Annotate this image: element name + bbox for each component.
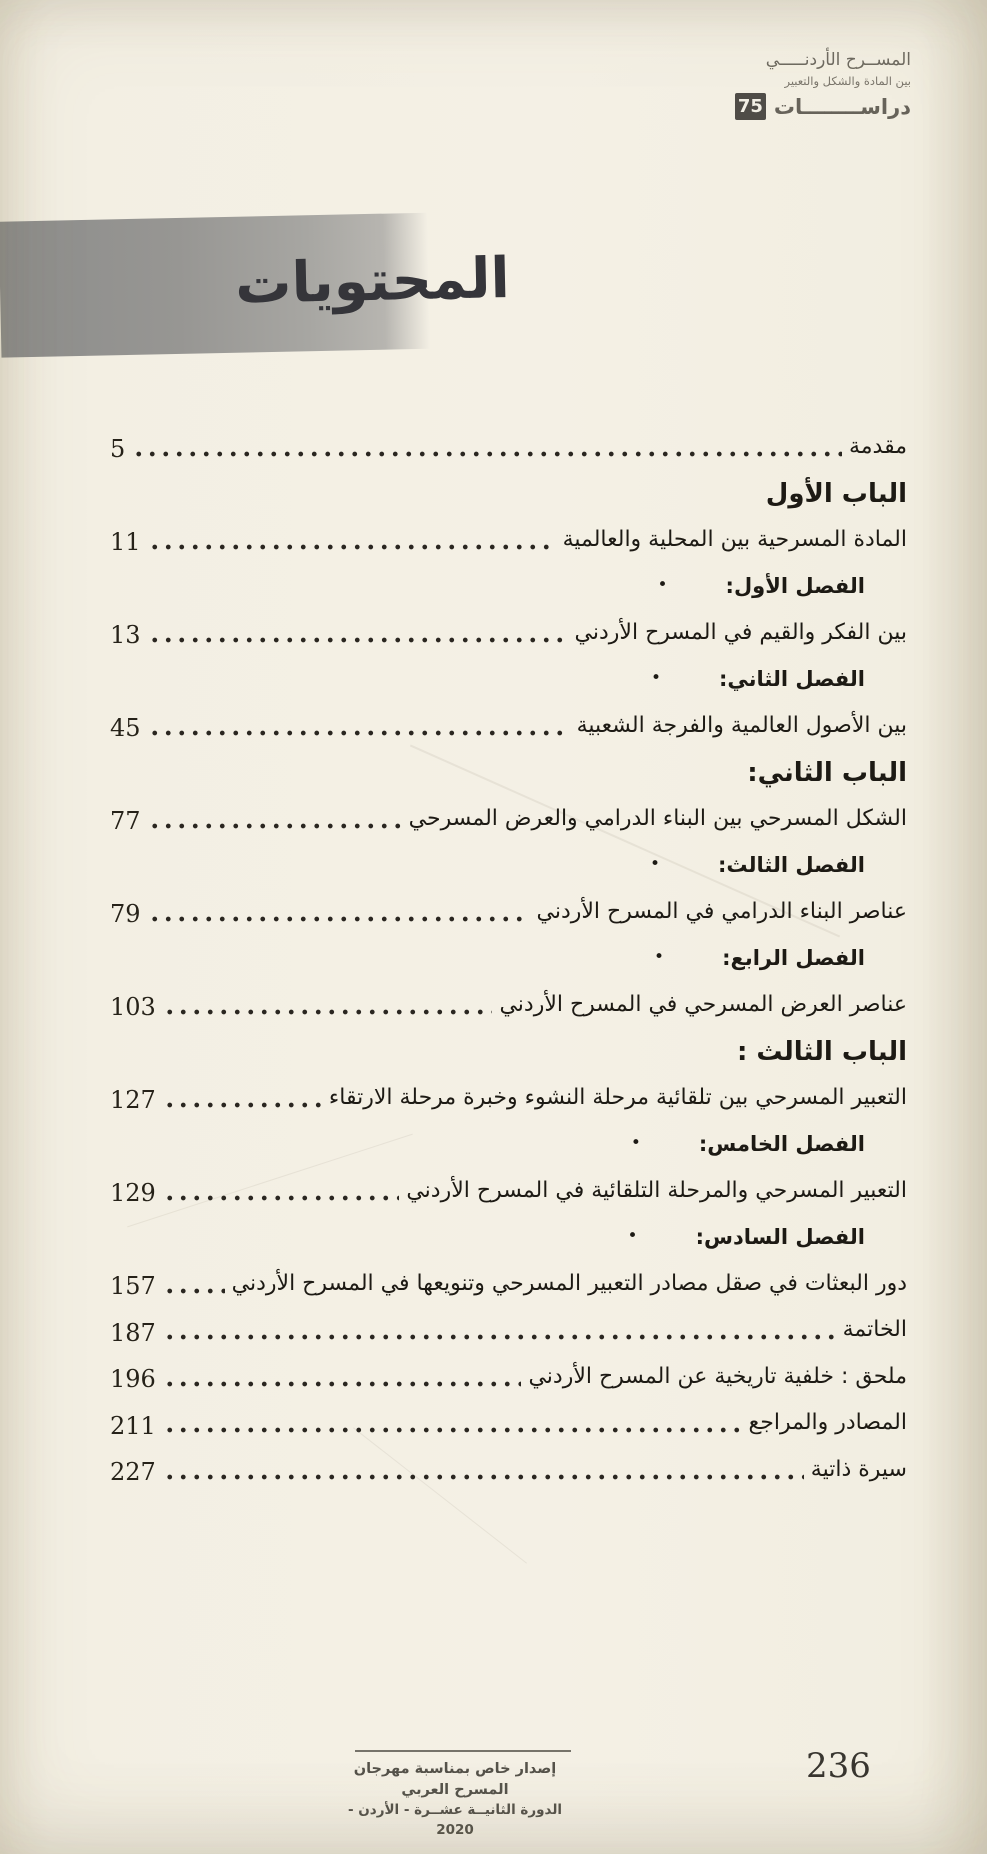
toc-entry-page-number: 187 bbox=[110, 1318, 156, 1347]
publisher-note bbox=[333, 1750, 577, 1840]
toc-entry-page-number: 227 bbox=[110, 1458, 156, 1487]
footer-divider bbox=[355, 1750, 571, 1752]
toc-entry bbox=[110, 889, 907, 936]
toc-entry-title: التعبير المسرحي بين تلقائية مرحلة النشوء وخبرة مرحلة الارتقاء bbox=[328, 1084, 907, 1110]
publication-header bbox=[735, 50, 911, 120]
bullet-icon: • bbox=[649, 853, 660, 874]
toc-entry bbox=[110, 982, 907, 1029]
toc-entry-page-number: 103 bbox=[110, 993, 156, 1022]
toc-entry bbox=[110, 703, 907, 750]
toc-entry-page-number: 79 bbox=[110, 900, 141, 929]
toc-entry-title: عناصر البناء الدرامي في المسرح الأردني bbox=[536, 898, 907, 924]
toc-entry bbox=[110, 1354, 907, 1401]
toc-entry-page-number: 5 bbox=[110, 435, 126, 464]
toc-part-title: الباب الثالث : bbox=[736, 1036, 907, 1067]
toc-entry bbox=[110, 1168, 907, 1215]
toc-part-heading bbox=[110, 750, 907, 797]
toc-entry-title: بين الفكر والقيم في المسرح الأردني bbox=[574, 619, 907, 645]
series-name: دراســــــــات bbox=[773, 94, 911, 119]
toc-entry-page-number: 157 bbox=[110, 1272, 156, 1301]
contents-banner bbox=[0, 208, 641, 357]
issue-number-badge: 75 bbox=[735, 93, 766, 120]
toc-part-title: الباب الأول bbox=[765, 478, 907, 509]
toc-entry bbox=[110, 1447, 907, 1494]
toc-chapter-title: الفصل الأول: bbox=[725, 574, 865, 599]
toc-entry-title: الخاتمة bbox=[842, 1317, 907, 1343]
series-subtitle: بين المادة والشكل والتعبير bbox=[784, 74, 911, 89]
toc-chapter-heading bbox=[110, 1215, 907, 1262]
toc-entry-title: عناصر العرض المسرحي في المسرح الأردني bbox=[499, 991, 907, 1017]
toc-entry bbox=[110, 1075, 907, 1122]
toc-entry-title: التعبير المسرحي والمرحلة التلقائية في المسرح الأردني bbox=[406, 1177, 907, 1203]
toc-chapter-heading bbox=[110, 843, 907, 890]
toc-entry bbox=[110, 517, 907, 564]
toc-chapter-title: الفصل الرابع: bbox=[722, 946, 865, 971]
toc-entry bbox=[110, 610, 907, 657]
toc-entry-page-number: 196 bbox=[110, 1365, 156, 1394]
dot-leader bbox=[148, 703, 570, 750]
toc-entry-page-number: 45 bbox=[110, 714, 141, 743]
toc-chapter-heading bbox=[110, 564, 907, 611]
toc-chapter-heading bbox=[110, 936, 907, 983]
toc-chapter-title: الفصل الثالث: bbox=[718, 853, 865, 878]
dot-leader bbox=[148, 796, 402, 843]
page-number: 236 bbox=[806, 1746, 871, 1786]
toc-part-heading bbox=[110, 1029, 907, 1076]
dot-leader bbox=[148, 517, 556, 564]
bullet-icon: • bbox=[657, 574, 668, 595]
toc-entry bbox=[110, 1401, 907, 1448]
dot-leader bbox=[132, 424, 842, 471]
dot-leader bbox=[148, 610, 568, 657]
toc-chapter-title: الفصل الخامس: bbox=[698, 1132, 865, 1157]
toc-entry-title: دور البعثات في صقل مصادر التعبير المسرحي وتنويعها في المسرح الأردني bbox=[231, 1270, 907, 1296]
toc-entry-title: المصادر والمراجع bbox=[748, 1410, 907, 1436]
bullet-icon: • bbox=[654, 946, 665, 967]
dot-leader bbox=[163, 1308, 836, 1355]
toc-entry-title: المادة المسرحية بين المحلية والعالمية bbox=[562, 526, 907, 552]
toc-entry bbox=[110, 1261, 907, 1308]
toc-entry-page-number: 211 bbox=[110, 1411, 156, 1440]
dot-leader bbox=[163, 1261, 225, 1308]
toc-entry-page-number: 11 bbox=[110, 528, 141, 557]
toc-entry bbox=[110, 796, 907, 843]
toc-entry-title: بين الأصول العالمية والفرجة الشعبية bbox=[576, 712, 907, 738]
toc-chapter-title: الفصل الثاني: bbox=[718, 667, 865, 692]
bullet-icon: • bbox=[627, 1225, 638, 1246]
toc-entry bbox=[110, 1308, 907, 1355]
dot-leader bbox=[148, 889, 530, 936]
bullet-icon: • bbox=[650, 667, 661, 688]
toc-entry-page-number: 77 bbox=[110, 807, 141, 836]
dot-leader bbox=[163, 1447, 804, 1494]
toc-entry-title: سيرة ذاتية bbox=[810, 1456, 907, 1482]
series-title: المســرح الأردنـــــي bbox=[765, 50, 911, 70]
toc-entry-page-number: 127 bbox=[110, 1086, 156, 1115]
toc-chapter-heading bbox=[110, 657, 907, 704]
toc-part-title: الباب الثاني: bbox=[747, 757, 907, 788]
toc-entry-title: الشكل المسرحي بين البناء الدرامي والعرض المسرحي bbox=[408, 805, 907, 831]
toc-entry-page-number: 13 bbox=[110, 621, 141, 650]
series-row bbox=[735, 93, 911, 120]
toc-entry bbox=[110, 424, 907, 471]
toc-entry-title: مقدمة bbox=[848, 433, 907, 459]
footer-note-line1: إصدار خاص بمناسبة مهرجان المسرح العربي bbox=[353, 1761, 557, 1799]
dot-leader bbox=[163, 982, 493, 1029]
contents-title: المحتويات bbox=[234, 246, 511, 317]
toc-part-heading bbox=[110, 471, 907, 518]
dot-leader bbox=[163, 1354, 522, 1401]
toc-entry-page-number: 129 bbox=[110, 1179, 156, 1208]
toc-entry-title: ملحق : خلفية تاريخية عن المسرح الأردني bbox=[528, 1363, 907, 1389]
footer-note-line2: الدورة الثانيــة عشــرة - الأردن - 2020 bbox=[347, 1802, 563, 1838]
dot-leader bbox=[163, 1168, 400, 1215]
toc-chapter-heading bbox=[110, 1122, 907, 1169]
dot-leader bbox=[163, 1401, 742, 1448]
toc-chapter-title: الفصل السادس: bbox=[695, 1225, 865, 1250]
dot-leader bbox=[163, 1075, 322, 1122]
bullet-icon: • bbox=[630, 1132, 641, 1153]
table-of-contents bbox=[110, 424, 907, 1494]
